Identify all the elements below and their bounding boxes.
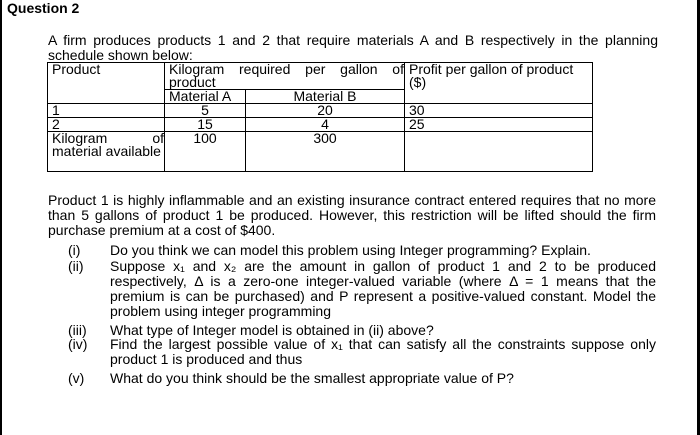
material-b-cell: 4 <box>246 118 405 132</box>
table-header-row <box>48 63 593 90</box>
profit-header: Profit per gallon of product ($) <box>405 63 593 104</box>
available-profit-cell <box>405 132 593 172</box>
question-item <box>68 337 656 367</box>
intro-text: A firm produces products 1 and 2 that require materials A and B respectively in the planning schedule shown below: <box>48 32 658 63</box>
question-number: (ii) <box>68 258 84 274</box>
question-text: Find the largest possible value of x₁ that can satisfy all the constraints suppose only product 1 is produced and thus <box>110 336 656 367</box>
question-text: What type of Integer model is obtained in (ii) above? <box>110 322 434 338</box>
question-number: (iii) <box>68 322 87 338</box>
planning-schedule-table <box>47 62 593 172</box>
material-a-header: Material A <box>165 90 246 104</box>
material-a-cell: 15 <box>165 118 246 132</box>
kg-required-header: Kilogram required per gallon of product <box>165 63 405 90</box>
table-row <box>48 104 593 118</box>
question-item <box>68 371 656 386</box>
available-a-cell: 100 <box>165 132 246 172</box>
question-number: (iv) <box>68 336 88 352</box>
material-b-header: Material B <box>246 90 405 104</box>
question-text: What do you think should be the smallest appropriate value of P? <box>110 370 514 386</box>
question-item <box>68 243 656 258</box>
question-number: (i) <box>68 242 81 258</box>
profit-cell: 25 <box>405 118 593 132</box>
question-text: Suppose x₁ and x₂ are the amount in gallon of product 1 and 2 to be produced respectively, Δ is a zero-one integer-valued variable (where Δ = 1 means that the premium is can be purchased) and P represent a positive-valued constant. Model the problem using integer programming <box>110 258 656 319</box>
left-border <box>0 0 2 435</box>
question-number: (v) <box>68 370 85 386</box>
profit-cell: 30 <box>405 104 593 118</box>
available-row <box>48 132 593 172</box>
product-header: Product <box>48 63 165 104</box>
material-a-cell: 5 <box>165 104 246 118</box>
available-label: Kilogram of material available <box>48 132 165 172</box>
product-cell: 1 <box>48 104 165 118</box>
available-b-cell: 300 <box>246 132 405 172</box>
product-cell: 2 <box>48 118 165 132</box>
question-item <box>68 259 656 319</box>
question-text: Do you think we can model this problem using Integer programming? Explain. <box>110 242 591 258</box>
material-b-cell: 20 <box>246 104 405 118</box>
constraint-paragraph: Product 1 is highly inflammable and an existing insurance contract entered requires that no more than 5 gallons of product 1 be produced. However, this restriction will be lifted should the firm purchase premium at a cost of $400. <box>48 192 656 238</box>
question-heading: Question 2 <box>7 0 80 16</box>
